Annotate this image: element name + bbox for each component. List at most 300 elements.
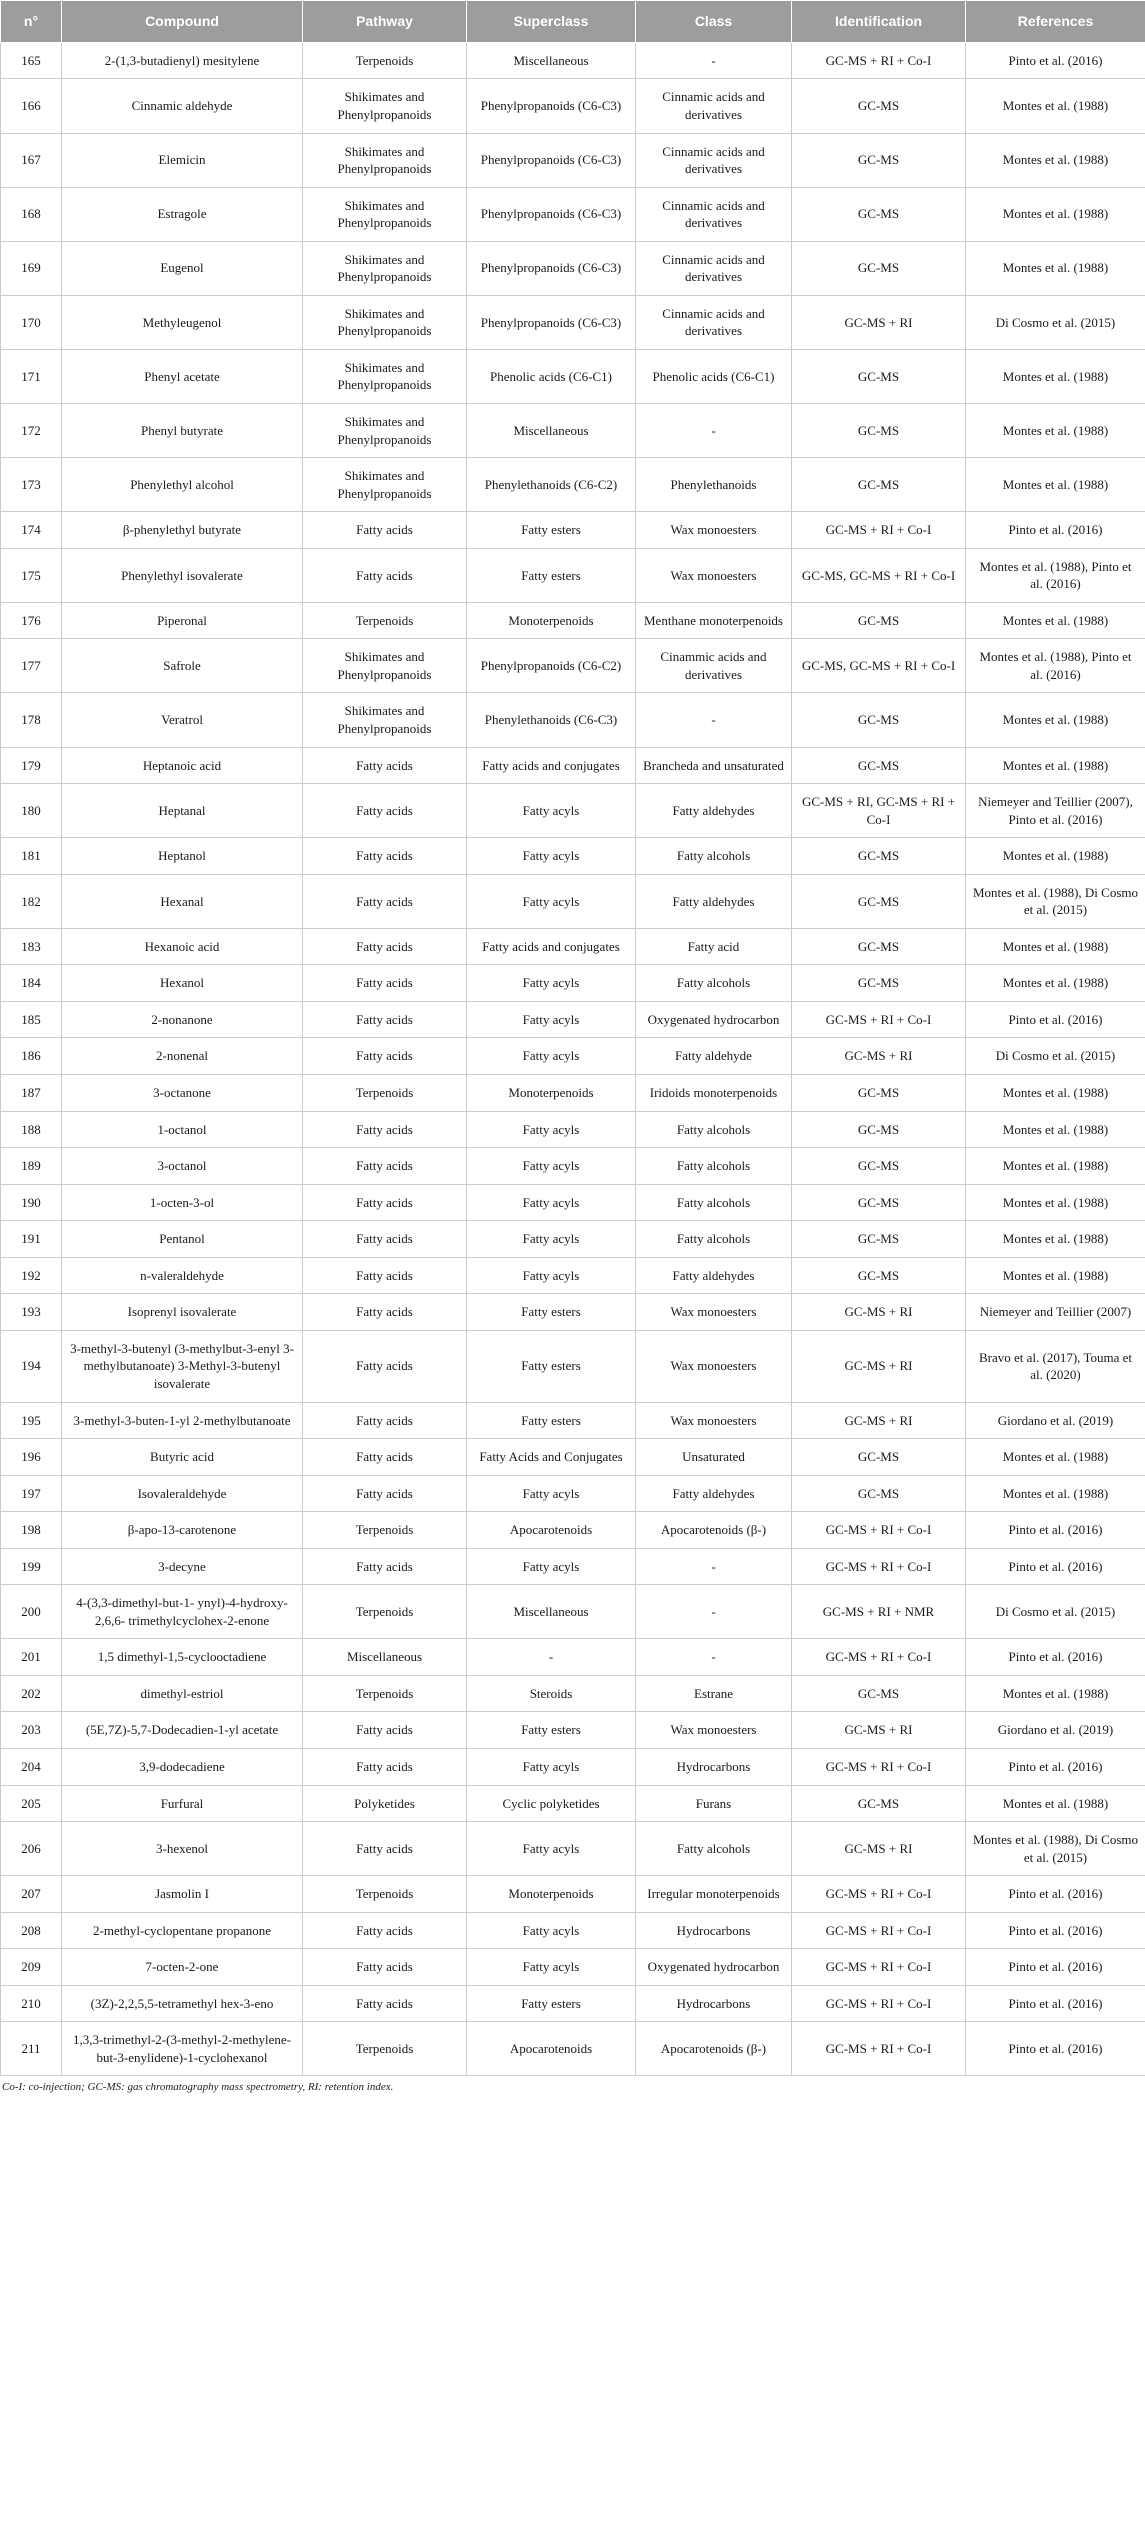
table-row (1, 1075, 1145, 1112)
cell-compound: Elemicin (62, 133, 303, 187)
cell-pathway: Shikimates and Phenylpropanoids (303, 133, 467, 187)
cell-superclass: Fatty esters (467, 1402, 636, 1439)
table-row (1, 1294, 1145, 1331)
table-row (1, 1001, 1145, 1038)
cell-references: Pinto et al. (2016) (966, 1639, 1145, 1676)
cell-superclass: Phenylpropanoids (C6-C2) (467, 639, 636, 693)
cell-pathway: Polyketides (303, 1785, 467, 1822)
cell-number: 168 (1, 187, 62, 241)
cell-references: Pinto et al. (2016) (966, 1876, 1145, 1913)
cell-compound: n-valeraldehyde (62, 1257, 303, 1294)
cell-superclass: Fatty acyls (467, 1257, 636, 1294)
cell-identification: GC-MS + RI + Co-I (792, 2022, 966, 2076)
table-row (1, 838, 1145, 875)
cell-class: Estrane (636, 1675, 792, 1712)
cell-number: 169 (1, 241, 62, 295)
cell-references: Pinto et al. (2016) (966, 1985, 1145, 2022)
cell-compound: Phenyl butyrate (62, 404, 303, 458)
cell-compound: 2-methyl-cyclopentane propanone (62, 1912, 303, 1949)
cell-number: 211 (1, 2022, 62, 2076)
header-row (1, 1, 1145, 43)
table-row (1, 1038, 1145, 1075)
cell-class: Oxygenated hydrocarbon (636, 1001, 792, 1038)
cell-pathway: Terpenoids (303, 602, 467, 639)
cell-number: 195 (1, 1402, 62, 1439)
table-row (1, 42, 1145, 79)
cell-pathway: Fatty acids (303, 548, 467, 602)
cell-superclass: Phenylpropanoids (C6-C3) (467, 79, 636, 133)
cell-references: Pinto et al. (2016) (966, 1748, 1145, 1785)
cell-compound: Estragole (62, 187, 303, 241)
cell-compound: Heptanal (62, 784, 303, 838)
cell-pathway: Fatty acids (303, 1001, 467, 1038)
cell-compound: 3-octanol (62, 1148, 303, 1185)
cell-references: Montes et al. (1988) (966, 404, 1145, 458)
cell-superclass: Phenylethanoids (C6-C2) (467, 458, 636, 512)
cell-number: 210 (1, 1985, 62, 2022)
cell-identification: GC-MS + RI + Co-I (792, 1639, 966, 1676)
cell-identification: GC-MS + RI + Co-I (792, 1985, 966, 2022)
cell-compound: 3-methyl-3-buten-1-yl 2-methylbutanoate (62, 1402, 303, 1439)
cell-pathway: Shikimates and Phenylpropanoids (303, 458, 467, 512)
cell-number: 201 (1, 1639, 62, 1676)
cell-number: 182 (1, 874, 62, 928)
cell-pathway: Terpenoids (303, 1675, 467, 1712)
cell-number: 188 (1, 1111, 62, 1148)
cell-class: Iridoids monoterpenoids (636, 1075, 792, 1112)
cell-class: Cinnamic acids and derivatives (636, 241, 792, 295)
cell-number: 196 (1, 1439, 62, 1476)
cell-number: 199 (1, 1548, 62, 1585)
cell-references: Niemeyer and Teillier (2007), Pinto et al. (2016) (966, 784, 1145, 838)
cell-class: Fatty aldehydes (636, 1257, 792, 1294)
table-row (1, 928, 1145, 965)
cell-superclass: Fatty esters (467, 1330, 636, 1402)
cell-superclass: Fatty acyls (467, 1475, 636, 1512)
cell-class: Phenylethanoids (636, 458, 792, 512)
cell-class: Cinnamic acids and derivatives (636, 295, 792, 349)
cell-identification: GC-MS + RI, GC-MS + RI + Co-I (792, 784, 966, 838)
cell-pathway: Fatty acids (303, 1475, 467, 1512)
table-row (1, 1748, 1145, 1785)
cell-number: 174 (1, 512, 62, 549)
cell-number: 176 (1, 602, 62, 639)
cell-identification: GC-MS (792, 133, 966, 187)
cell-class: Wax monoesters (636, 548, 792, 602)
cell-references: Di Cosmo et al. (2015) (966, 1585, 1145, 1639)
column-header-references: References (966, 1, 1145, 43)
table-row (1, 1402, 1145, 1439)
cell-compound: Heptanoic acid (62, 747, 303, 784)
cell-pathway: Terpenoids (303, 42, 467, 79)
cell-superclass: Phenolic acids (C6-C1) (467, 349, 636, 403)
cell-pathway: Fatty acids (303, 1712, 467, 1749)
cell-identification: GC-MS + RI + Co-I (792, 512, 966, 549)
cell-pathway: Fatty acids (303, 1330, 467, 1402)
table-row (1, 1876, 1145, 1913)
cell-class: Wax monoesters (636, 1712, 792, 1749)
cell-number: 205 (1, 1785, 62, 1822)
cell-pathway: Shikimates and Phenylpropanoids (303, 295, 467, 349)
cell-identification: GC-MS (792, 404, 966, 458)
cell-references: Montes et al. (1988) (966, 458, 1145, 512)
cell-references: Montes et al. (1988) (966, 928, 1145, 965)
cell-superclass: Fatty esters (467, 548, 636, 602)
cell-class: Hydrocarbons (636, 1912, 792, 1949)
cell-references: Pinto et al. (2016) (966, 1949, 1145, 1986)
cell-superclass: Fatty acyls (467, 1748, 636, 1785)
cell-class: Fatty acid (636, 928, 792, 965)
cell-pathway: Fatty acids (303, 1439, 467, 1476)
cell-compound: Phenyl acetate (62, 349, 303, 403)
cell-identification: GC-MS + RI (792, 1712, 966, 1749)
cell-identification: GC-MS + RI + Co-I (792, 1912, 966, 1949)
cell-identification: GC-MS (792, 1075, 966, 1112)
cell-identification: GC-MS (792, 1184, 966, 1221)
table-row (1, 1330, 1145, 1402)
table-row (1, 602, 1145, 639)
cell-pathway: Terpenoids (303, 1512, 467, 1549)
table-row (1, 1822, 1145, 1876)
table-row (1, 747, 1145, 784)
cell-class: Cinnamic acids and derivatives (636, 133, 792, 187)
cell-class: - (636, 1548, 792, 1585)
cell-number: 189 (1, 1148, 62, 1185)
cell-class: Fatty alcohols (636, 1822, 792, 1876)
cell-pathway: Terpenoids (303, 1075, 467, 1112)
cell-pathway: Terpenoids (303, 1585, 467, 1639)
cell-compound: dimethyl-estriol (62, 1675, 303, 1712)
cell-superclass: - (467, 1639, 636, 1676)
table-row (1, 1785, 1145, 1822)
cell-compound: Hexanal (62, 874, 303, 928)
cell-compound: Butyric acid (62, 1439, 303, 1476)
cell-pathway: Miscellaneous (303, 1639, 467, 1676)
cell-pathway: Fatty acids (303, 928, 467, 965)
cell-references: Montes et al. (1988) (966, 747, 1145, 784)
cell-compound: (3Z)-2,2,5,5-tetramethyl hex-3-eno (62, 1985, 303, 2022)
table-row (1, 1675, 1145, 1712)
cell-superclass: Fatty acyls (467, 1949, 636, 1986)
cell-pathway: Terpenoids (303, 2022, 467, 2076)
cell-compound: Isovaleraldehyde (62, 1475, 303, 1512)
cell-references: Montes et al. (1988) (966, 1785, 1145, 1822)
cell-number: 172 (1, 404, 62, 458)
cell-number: 198 (1, 1512, 62, 1549)
cell-compound: Isoprenyl isovalerate (62, 1294, 303, 1331)
cell-references: Montes et al. (1988) (966, 1184, 1145, 1221)
cell-compound: Phenylethyl isovalerate (62, 548, 303, 602)
cell-identification: GC-MS (792, 241, 966, 295)
cell-identification: GC-MS + RI + Co-I (792, 1001, 966, 1038)
cell-superclass: Steroids (467, 1675, 636, 1712)
cell-superclass: Monoterpenoids (467, 602, 636, 639)
cell-superclass: Fatty acyls (467, 1822, 636, 1876)
cell-number: 209 (1, 1949, 62, 1986)
cell-references: Pinto et al. (2016) (966, 42, 1145, 79)
table-row (1, 1712, 1145, 1749)
cell-pathway: Fatty acids (303, 512, 467, 549)
cell-pathway: Fatty acids (303, 1038, 467, 1075)
cell-pathway: Fatty acids (303, 784, 467, 838)
cell-compound: β-phenylethyl butyrate (62, 512, 303, 549)
cell-number: 165 (1, 42, 62, 79)
table-row (1, 1257, 1145, 1294)
cell-superclass: Phenylethanoids (C6-C3) (467, 693, 636, 747)
cell-number: 207 (1, 1876, 62, 1913)
cell-number: 170 (1, 295, 62, 349)
cell-identification: GC-MS, GC-MS + RI + Co-I (792, 548, 966, 602)
cell-compound: Hexanol (62, 965, 303, 1002)
cell-identification: GC-MS (792, 1257, 966, 1294)
cell-references: Pinto et al. (2016) (966, 1001, 1145, 1038)
cell-pathway: Shikimates and Phenylpropanoids (303, 187, 467, 241)
cell-pathway: Shikimates and Phenylpropanoids (303, 639, 467, 693)
cell-identification: GC-MS (792, 1148, 966, 1185)
cell-superclass: Fatty acyls (467, 965, 636, 1002)
cell-number: 194 (1, 1330, 62, 1402)
cell-pathway: Fatty acids (303, 1111, 467, 1148)
cell-compound: 1,5 dimethyl-1,5-cyclooctadiene (62, 1639, 303, 1676)
cell-superclass: Fatty acyls (467, 1912, 636, 1949)
cell-class: Fatty alcohols (636, 965, 792, 1002)
cell-identification: GC-MS + RI + Co-I (792, 42, 966, 79)
cell-identification: GC-MS (792, 79, 966, 133)
table-body (1, 42, 1145, 2076)
cell-references: Montes et al. (1988) (966, 602, 1145, 639)
cell-class: - (636, 1639, 792, 1676)
cell-class: Cinnamic acids and derivatives (636, 79, 792, 133)
cell-references: Montes et al. (1988) (966, 1439, 1145, 1476)
cell-superclass: Apocarotenoids (467, 1512, 636, 1549)
cell-compound: 7-octen-2-one (62, 1949, 303, 1986)
cell-compound: Pentanol (62, 1221, 303, 1258)
cell-references: Montes et al. (1988) (966, 1148, 1145, 1185)
cell-superclass: Fatty acyls (467, 1111, 636, 1148)
cell-pathway: Fatty acids (303, 1221, 467, 1258)
cell-compound: 2-(1,3-butadienyl) mesitylene (62, 42, 303, 79)
cell-pathway: Fatty acids (303, 1402, 467, 1439)
column-header-compound: Compound (62, 1, 303, 43)
column-header-number: n° (1, 1, 62, 43)
cell-references: Montes et al. (1988), Pinto et al. (2016) (966, 548, 1145, 602)
cell-identification: GC-MS (792, 1111, 966, 1148)
cell-superclass: Monoterpenoids (467, 1075, 636, 1112)
cell-references: Montes et al. (1988) (966, 79, 1145, 133)
table-row (1, 1548, 1145, 1585)
cell-number: 197 (1, 1475, 62, 1512)
cell-references: Montes et al. (1988), Pinto et al. (2016) (966, 639, 1145, 693)
table-row (1, 1912, 1145, 1949)
cell-class: - (636, 693, 792, 747)
cell-identification: GC-MS (792, 1221, 966, 1258)
cell-number: 175 (1, 548, 62, 602)
cell-compound: 1,3,3-trimethyl-2-(3-methyl-2-methylene-but-3-enylidene)-1-cyclohexanol (62, 2022, 303, 2076)
cell-class: Apocarotenoids (β-) (636, 2022, 792, 2076)
cell-identification: GC-MS (792, 838, 966, 875)
cell-number: 180 (1, 784, 62, 838)
cell-identification: GC-MS (792, 349, 966, 403)
cell-references: Pinto et al. (2016) (966, 2022, 1145, 2076)
table-row (1, 1111, 1145, 1148)
table-row (1, 458, 1145, 512)
cell-identification: GC-MS, GC-MS + RI + Co-I (792, 639, 966, 693)
cell-number: 167 (1, 133, 62, 187)
cell-class: Oxygenated hydrocarbon (636, 1949, 792, 1986)
cell-compound: Jasmolin I (62, 1876, 303, 1913)
cell-class: Fatty alcohols (636, 838, 792, 875)
cell-pathway: Fatty acids (303, 1548, 467, 1585)
cell-number: 184 (1, 965, 62, 1002)
cell-class: Phenolic acids (C6-C1) (636, 349, 792, 403)
cell-number: 187 (1, 1075, 62, 1112)
cell-references: Montes et al. (1988), Di Cosmo et al. (2015) (966, 874, 1145, 928)
table-row (1, 1949, 1145, 1986)
cell-class: Menthane monoterpenoids (636, 602, 792, 639)
cell-identification: GC-MS (792, 693, 966, 747)
table-row (1, 187, 1145, 241)
cell-superclass: Fatty acyls (467, 838, 636, 875)
cell-pathway: Fatty acids (303, 1184, 467, 1221)
cell-superclass: Miscellaneous (467, 42, 636, 79)
cell-superclass: Fatty esters (467, 1294, 636, 1331)
table-row (1, 241, 1145, 295)
cell-identification: GC-MS + RI (792, 295, 966, 349)
cell-references: Montes et al. (1988), Di Cosmo et al. (2015) (966, 1822, 1145, 1876)
cell-superclass: Fatty acyls (467, 1221, 636, 1258)
cell-compound: β-apo-13-carotenone (62, 1512, 303, 1549)
cell-number: 177 (1, 639, 62, 693)
cell-identification: GC-MS (792, 1785, 966, 1822)
cell-class: Fatty alcohols (636, 1184, 792, 1221)
cell-references: Montes et al. (1988) (966, 1111, 1145, 1148)
cell-class: Fatty aldehydes (636, 874, 792, 928)
cell-pathway: Fatty acids (303, 1822, 467, 1876)
cell-superclass: Miscellaneous (467, 1585, 636, 1639)
cell-number: 185 (1, 1001, 62, 1038)
cell-number: 171 (1, 349, 62, 403)
cell-class: Unsaturated (636, 1439, 792, 1476)
cell-compound: Heptanol (62, 838, 303, 875)
cell-references: Giordano et al. (2019) (966, 1402, 1145, 1439)
cell-class: Fatty alcohols (636, 1111, 792, 1148)
cell-superclass: Fatty acids and conjugates (467, 747, 636, 784)
cell-references: Bravo et al. (2017), Touma et al. (2020) (966, 1330, 1145, 1402)
cell-pathway: Shikimates and Phenylpropanoids (303, 349, 467, 403)
cell-identification: GC-MS (792, 1675, 966, 1712)
table-row (1, 1221, 1145, 1258)
cell-pathway: Shikimates and Phenylpropanoids (303, 693, 467, 747)
cell-superclass: Phenylpropanoids (C6-C3) (467, 187, 636, 241)
table-row (1, 1585, 1145, 1639)
cell-references: Montes et al. (1988) (966, 838, 1145, 875)
cell-compound: Cinnamic aldehyde (62, 79, 303, 133)
cell-compound: Veratrol (62, 693, 303, 747)
cell-compound: Methyleugenol (62, 295, 303, 349)
cell-class: Furans (636, 1785, 792, 1822)
cell-number: 202 (1, 1675, 62, 1712)
cell-class: Fatty aldehyde (636, 1038, 792, 1075)
cell-identification: GC-MS + RI (792, 1402, 966, 1439)
cell-pathway: Shikimates and Phenylpropanoids (303, 404, 467, 458)
cell-superclass: Phenylpropanoids (C6-C3) (467, 133, 636, 187)
table-row (1, 404, 1145, 458)
cell-references: Montes et al. (1988) (966, 965, 1145, 1002)
cell-superclass: Fatty acyls (467, 784, 636, 838)
cell-pathway: Shikimates and Phenylpropanoids (303, 79, 467, 133)
cell-superclass: Phenylpropanoids (C6-C3) (467, 295, 636, 349)
cell-compound: Eugenol (62, 241, 303, 295)
cell-pathway: Fatty acids (303, 1148, 467, 1185)
cell-compound: 3,9-dodecadiene (62, 1748, 303, 1785)
cell-class: Hydrocarbons (636, 1985, 792, 2022)
cell-identification: GC-MS + RI + Co-I (792, 1748, 966, 1785)
cell-number: 179 (1, 747, 62, 784)
cell-superclass: Fatty esters (467, 1985, 636, 2022)
cell-class: Fatty aldehydes (636, 784, 792, 838)
cell-superclass: Fatty acyls (467, 1038, 636, 1075)
cell-compound: 3-methyl-3-butenyl (3-methylbut-3-enyl 3-methylbutanoate) 3-Methyl-3-butenyl isovalerate (62, 1330, 303, 1402)
cell-superclass: Fatty esters (467, 512, 636, 549)
cell-number: 191 (1, 1221, 62, 1258)
cell-compound: 3-decyne (62, 1548, 303, 1585)
table-row (1, 874, 1145, 928)
cell-superclass: Phenylpropanoids (C6-C3) (467, 241, 636, 295)
cell-references: Montes et al. (1988) (966, 349, 1145, 403)
table-row (1, 1985, 1145, 2022)
cell-superclass: Fatty acids and conjugates (467, 928, 636, 965)
column-header-pathway: Pathway (303, 1, 467, 43)
cell-identification: GC-MS (792, 458, 966, 512)
cell-compound: 1-octen-3-ol (62, 1184, 303, 1221)
cell-references: Niemeyer and Teillier (2007) (966, 1294, 1145, 1331)
cell-number: 183 (1, 928, 62, 965)
cell-pathway: Fatty acids (303, 838, 467, 875)
cell-number: 178 (1, 693, 62, 747)
cell-class: Wax monoesters (636, 512, 792, 549)
table-row (1, 295, 1145, 349)
cell-compound: Hexanoic acid (62, 928, 303, 965)
table-row (1, 1639, 1145, 1676)
cell-number: 208 (1, 1912, 62, 1949)
cell-compound: 4-(3,3-dimethyl-but-1- ynyl)-4-hydroxy-2,6,6- trimethylcyclohex-2-enone (62, 1585, 303, 1639)
table-row (1, 1512, 1145, 1549)
cell-number: 190 (1, 1184, 62, 1221)
cell-identification: GC-MS + RI + Co-I (792, 1949, 966, 1986)
cell-references: Montes et al. (1988) (966, 187, 1145, 241)
cell-superclass: Apocarotenoids (467, 2022, 636, 2076)
column-header-superclass: Superclass (467, 1, 636, 43)
cell-superclass: Fatty acyls (467, 874, 636, 928)
cell-class: Fatty aldehydes (636, 1475, 792, 1512)
cell-references: Montes et al. (1988) (966, 1475, 1145, 1512)
table-row (1, 1439, 1145, 1476)
table-footnote: Co-I: co-injection; GC-MS: gas chromatography mass spectrometry, RI: retention index. (2, 2081, 394, 2094)
table-header (1, 1, 1145, 43)
cell-class: Wax monoesters (636, 1294, 792, 1331)
column-header-identification: Identification (792, 1, 966, 43)
table-row (1, 79, 1145, 133)
cell-superclass: Fatty acyls (467, 1184, 636, 1221)
cell-class: Hydrocarbons (636, 1748, 792, 1785)
table-row (1, 133, 1145, 187)
cell-pathway: Fatty acids (303, 1257, 467, 1294)
cell-class: - (636, 1585, 792, 1639)
cell-pathway: Fatty acids (303, 1748, 467, 1785)
cell-identification: GC-MS (792, 965, 966, 1002)
cell-identification: GC-MS (792, 602, 966, 639)
cell-number: 206 (1, 1822, 62, 1876)
